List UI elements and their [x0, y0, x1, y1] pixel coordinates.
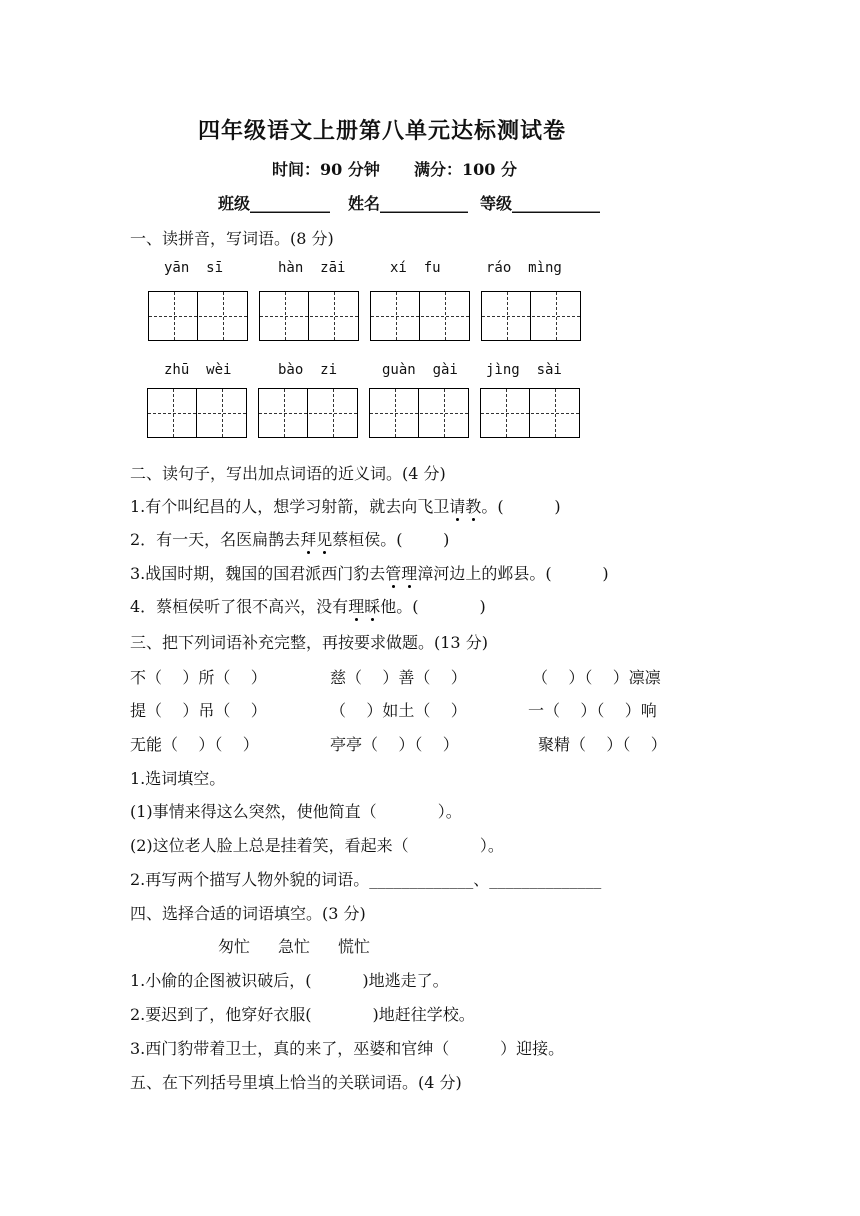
word-choice: 慌忙 [338, 937, 371, 956]
question-line [130, 494, 561, 517]
writing-grid[interactable] [259, 291, 359, 341]
fill-in-question[interactable]: 3.西门豹带着卫士，真的来了，巫婆和官绅（ ）迎接。 [130, 1039, 565, 1058]
answer-blank[interactable]: 漳河边上的邺县。( ) [417, 564, 609, 583]
idiom-blank[interactable]: 亭亭（ ）（ ） [330, 735, 459, 754]
pinyin-label: jìng sài [486, 362, 562, 378]
answer-blank[interactable]: 。( ) [481, 497, 561, 516]
emphasis-char: 管 [385, 564, 402, 583]
section5-heading: 五、在下列括号里填上恰当的关联词语。(4 分) [130, 1073, 462, 1092]
emphasis-char: 理 [401, 564, 418, 583]
question-text: 3.战国时期，魏国的国君派西门豹去 [130, 564, 386, 583]
emphasis-char: 请 [449, 497, 466, 516]
idiom-blank[interactable]: 不（ ）所（ ） [130, 668, 267, 687]
fill-in-question[interactable]: 2.要迟到了，他穿好衣服( )地赶往学校。 [130, 1005, 475, 1024]
class-field[interactable]: 班级__________ [218, 194, 331, 213]
name-field[interactable]: 姓名___________ [348, 194, 469, 213]
question-line [130, 561, 609, 584]
pinyin-label: xí fu [390, 260, 441, 276]
emphasis-char: 教 [465, 497, 482, 516]
question-text: 4．蔡桓侯听了很不高兴，没有 [130, 597, 349, 616]
writing-grid[interactable] [369, 388, 469, 438]
idiom-blank[interactable]: （ ）（ ）凛凛 [532, 668, 661, 687]
section1-heading: 一、读拼音，写词语。(8 分) [130, 229, 334, 248]
section4-heading: 四、选择合适的词语填空。(3 分) [130, 904, 366, 923]
pinyin-label: ráo mìng [486, 260, 562, 276]
idiom-blank[interactable]: 提（ ）吊（ ） [130, 701, 267, 720]
word-choice: 匆忙 [218, 937, 251, 956]
writing-grid[interactable] [480, 388, 580, 438]
writing-grid[interactable] [481, 291, 581, 341]
fill-in-question[interactable]: 1.小偷的企图被识破后，( )地逃走了。 [130, 971, 449, 990]
idiom-blank[interactable]: 慈（ ）善（ ） [330, 668, 467, 687]
idiom-blank[interactable]: 无能（ ）（ ） [130, 735, 259, 754]
question-line [130, 594, 486, 617]
fill-in-question[interactable]: (2)这位老人脸上总是挂着笑，看起来（ ）。 [130, 836, 504, 855]
fill-in-question[interactable]: 2.再写两个描写人物外貌的词语。_____________、______________ [130, 870, 602, 889]
grade-field[interactable]: 等级___________ [480, 194, 601, 213]
pinyin-label: yān sī [164, 260, 224, 276]
emphasis-char: 睬 [364, 597, 381, 616]
fill-in-question[interactable]: (1)事情来得这么突然，使他简直（ ）。 [130, 802, 462, 821]
exam-time: 时间：90 分钟 [272, 160, 380, 179]
idiom-blank[interactable]: 一（ ）（ ）响 [528, 701, 657, 720]
subquestion: 1.选词填空。 [130, 769, 226, 788]
writing-grid[interactable] [147, 388, 247, 438]
pinyin-label: bào zi [278, 362, 338, 378]
idiom-blank[interactable]: （ ）如土（ ） [330, 701, 467, 720]
writing-grid[interactable] [258, 388, 358, 438]
section3-heading: 三、把下列词语补充完整，再按要求做题。(13 分) [130, 633, 488, 652]
emphasis-char: 见 [316, 530, 333, 549]
emphasis-char: 理 [348, 597, 365, 616]
answer-blank[interactable]: 他。( ) [380, 597, 486, 616]
pinyin-label: zhū wèi [164, 362, 232, 378]
question-text: 1.有个叫纪昌的人，想学习射箭，就去向飞卫 [130, 497, 450, 516]
pinyin-label: hàn zāi [278, 260, 346, 276]
idiom-blank[interactable]: 聚精（ ）（ ） [538, 735, 667, 754]
page-title: 四年级语文上册第八单元达标测试卷 [198, 118, 567, 144]
writing-grid[interactable] [370, 291, 470, 341]
question-line [130, 527, 449, 550]
pinyin-label: guàn gài [382, 362, 458, 378]
section2-heading: 二、读句子，写出加点词语的近义词。(4 分) [130, 464, 446, 483]
emphasis-char: 拜 [300, 530, 317, 549]
writing-grid[interactable] [148, 291, 248, 341]
answer-blank[interactable]: 蔡桓侯。( ) [332, 530, 450, 549]
question-text: 2．有一天，名医扁鹊去 [130, 530, 301, 549]
exam-full-score: 满分：100 分 [414, 160, 517, 179]
word-choice: 急忙 [278, 937, 311, 956]
